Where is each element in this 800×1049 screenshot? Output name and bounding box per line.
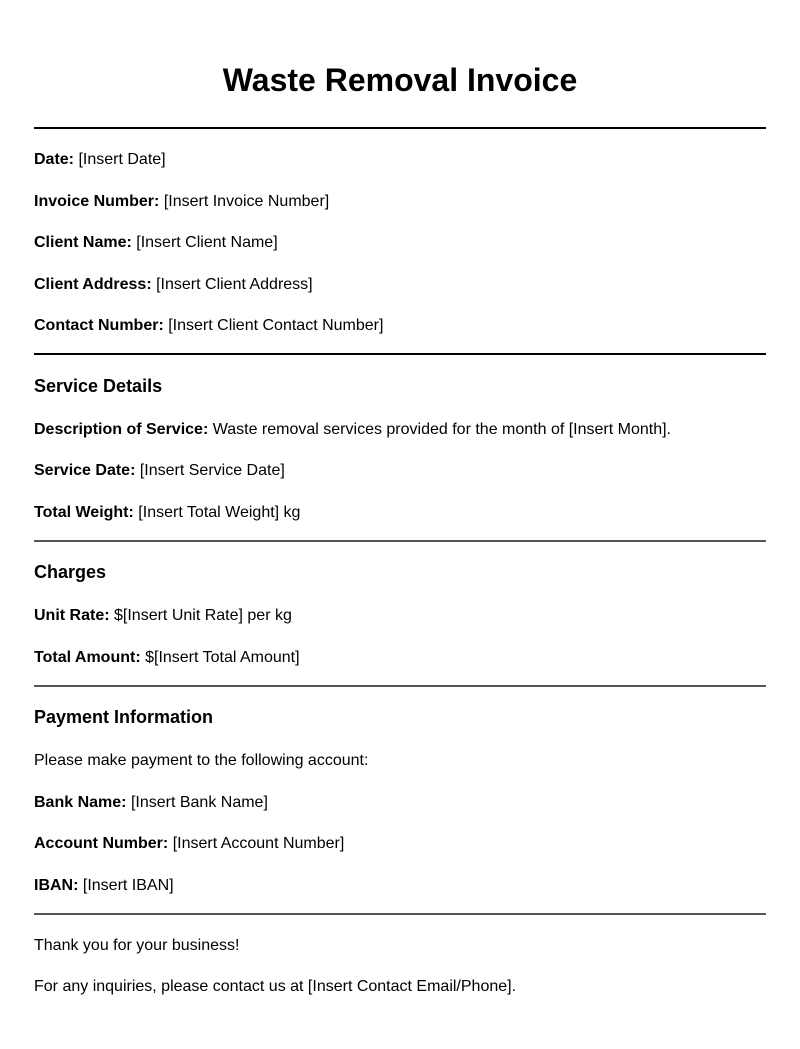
- field-total-amount: [34, 648, 300, 668]
- field-value: Waste removal services provided for the month of [Insert Month].: [212, 421, 671, 438]
- field-value: [Insert Client Address]: [156, 276, 313, 293]
- divider: [34, 540, 766, 542]
- field-value: [Insert Client Name]: [136, 234, 278, 251]
- field-date: [34, 150, 166, 170]
- field-total-weight: [34, 503, 300, 523]
- field-label: Total Weight:: [34, 504, 134, 521]
- field-label: Description of Service:: [34, 421, 209, 438]
- field-contact-number: [34, 316, 383, 336]
- service-details-heading: Service Details: [34, 376, 163, 396]
- divider: [34, 127, 766, 129]
- field-label: Unit Rate:: [34, 607, 110, 624]
- divider: [34, 353, 766, 355]
- field-label: Date:: [34, 151, 75, 168]
- field-service-date: [34, 461, 285, 481]
- field-unit-rate: [34, 606, 292, 626]
- field-bank-name: [34, 793, 268, 813]
- field-value: [Insert Service Date]: [139, 462, 285, 479]
- page-title: Waste Removal Invoice: [222, 62, 578, 98]
- payment-intro: Please make payment to the following account:: [34, 752, 369, 769]
- divider: [34, 685, 766, 687]
- field-label: Account Number:: [34, 835, 169, 852]
- field-value: [Insert IBAN]: [82, 877, 174, 894]
- field-description-of-service: [34, 420, 671, 440]
- field-label: Client Name:: [34, 234, 132, 251]
- field-iban: [34, 876, 174, 896]
- field-value: [Insert Bank Name]: [130, 794, 268, 811]
- field-label: Total Amount:: [34, 649, 141, 666]
- charges-heading: Charges: [34, 562, 107, 582]
- payment-information-heading: Payment Information: [34, 707, 214, 727]
- field-client-name: [34, 233, 278, 253]
- field-value: $[Insert Total Amount]: [145, 649, 300, 666]
- field-label: IBAN:: [34, 877, 79, 894]
- field-value: [Insert Client Contact Number]: [168, 317, 384, 334]
- field-value: $[Insert Unit Rate] per kg: [114, 607, 292, 624]
- inquiries-note: For any inquiries, please contact us at [Insert Contact Email/Phone].: [34, 978, 517, 995]
- divider: [34, 913, 766, 915]
- field-label: Client Address:: [34, 276, 152, 293]
- field-value: [Insert Account Number]: [172, 835, 345, 852]
- field-client-address: [34, 275, 313, 295]
- field-value: [Insert Invoice Number]: [163, 193, 330, 210]
- field-label: Contact Number:: [34, 317, 164, 334]
- field-value: [Insert Total Weight] kg: [138, 504, 301, 521]
- field-label: Bank Name:: [34, 794, 127, 811]
- field-label: Invoice Number:: [34, 193, 160, 210]
- thank-you-note: Thank you for your business!: [34, 937, 240, 954]
- field-value: [Insert Date]: [78, 151, 166, 168]
- field-label: Service Date:: [34, 462, 136, 479]
- field-invoice-number: [34, 192, 329, 212]
- field-account-number: [34, 834, 344, 854]
